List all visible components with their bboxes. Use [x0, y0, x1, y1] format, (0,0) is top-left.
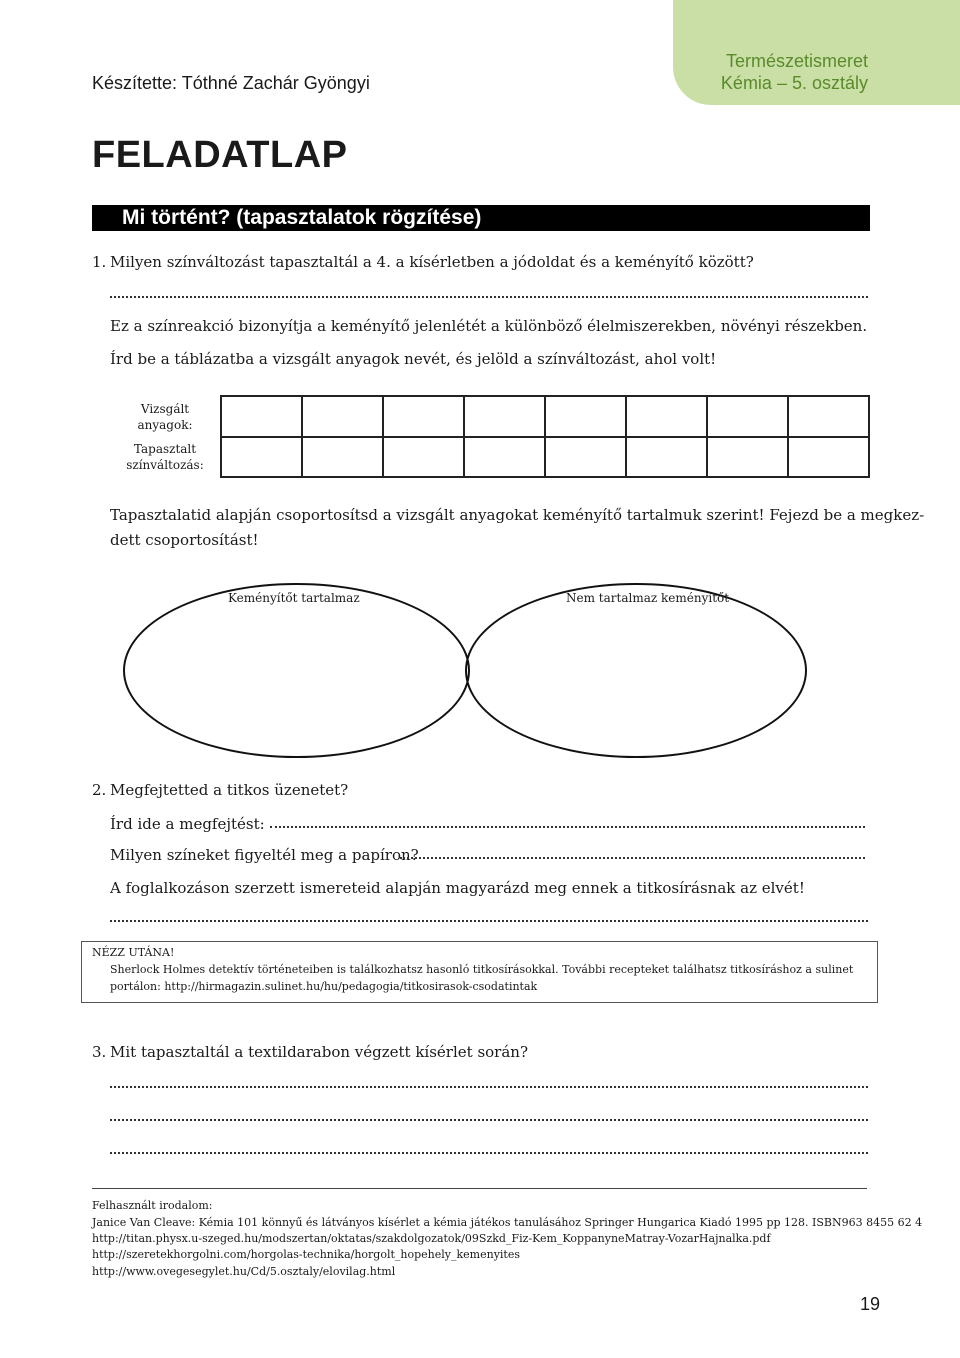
q1-line3: Írd be a táblázatba a vizsgált anyagok nevét, és jelöld a színváltozást, ahol volt!	[110, 350, 717, 368]
q2-colors-line[interactable]	[400, 857, 865, 859]
q3-answer-line-1[interactable]	[110, 1086, 868, 1088]
info-line-1: Sherlock Holmes detektív történeteiben is találkozhatsz hasonló titkosírásokkal. További recepteket találhatsz titkosíráshoz a sulinet	[110, 963, 854, 976]
page-title: FELADATLAP	[92, 134, 348, 176]
q1-answer-line[interactable]	[110, 296, 868, 298]
q3-question: Mit tapasztaltál a textildarabon végzett kísérlet során?	[110, 1043, 528, 1061]
materials-table	[110, 395, 870, 478]
table-cell[interactable]	[302, 396, 383, 437]
subject-line-1: Természetismeret	[725, 51, 868, 71]
reference-item[interactable]: http://szeretekhorgolni.com/horgolas-technika/horgolt_hopehely_kemenyites	[92, 1248, 521, 1261]
q2-answer-line[interactable]	[270, 826, 865, 828]
q2-explain-label: A foglalkozáson szerzett ismereteid alapján magyarázd meg ennek a titkosírásnak az elvét!	[110, 879, 805, 897]
table-label-color-change	[110, 437, 221, 477]
references-heading: Felhasznált irodalom:	[92, 1199, 213, 1212]
info-heading: NÉZZ UTÁNA!	[92, 946, 175, 959]
q3-answer-line-3[interactable]	[110, 1152, 868, 1154]
table-cell[interactable]	[626, 396, 707, 437]
q1-question: Milyen színváltozást tapasztaltál a 4. a kísérletben a jódoldat és a keményítő között?	[110, 253, 754, 271]
q1-number: 1.	[92, 253, 107, 271]
reference-item[interactable]: http://www.ovegesegylet.hu/Cd/5.osztaly/elovilag.html	[92, 1265, 396, 1278]
table-cell[interactable]	[545, 396, 626, 437]
table-cell[interactable]	[707, 437, 788, 477]
table-cell[interactable]	[788, 396, 869, 437]
look-it-up-box	[81, 941, 878, 1003]
subject-line-2: Kémia – 5. osztály	[720, 73, 868, 93]
subject-label	[721, 50, 868, 94]
oval-left-label: Keményítőt tartalmaz	[228, 591, 360, 605]
q2-write-label: Írd ide a megfejtést:	[110, 815, 265, 833]
table-row-materials	[110, 396, 869, 437]
references-divider	[92, 1188, 867, 1189]
table-cell[interactable]	[788, 437, 869, 477]
info-line-2: portálon: http://hirmagazin.sulinet.hu/hu/pedagogia/titkosirasok-csodatintak	[110, 980, 538, 993]
q2-question: Megfejtetted a titkos üzenetet?	[110, 781, 349, 799]
table-cell[interactable]	[464, 437, 545, 477]
table-row-color-change	[110, 437, 869, 477]
table-cell[interactable]	[383, 396, 464, 437]
q2-number: 2.	[92, 781, 107, 799]
q1-line2: Ez a színreakció bizonyítja a keményítő jelenlétét a különböző élelmiszerekben, növényi részekben.	[110, 317, 868, 335]
oval-no-starch[interactable]	[465, 583, 807, 758]
table-label-materials-a: Vizsgált	[140, 401, 190, 416]
q1-group-text-b: dett csoportosítást!	[110, 531, 259, 549]
table-label-materials-b: anyagok:	[137, 417, 193, 432]
author-line: Készítette: Tóthné Zachár Gyöngyi	[92, 73, 370, 93]
q2-colors-label: Milyen színeket figyeltél meg a papíron?	[110, 846, 419, 864]
reference-item: Janice Van Cleave: Kémia 101 könnyű és látványos kísérlet a kémia játékos tanulásához Springer Hungarica Kiadó 1995 pp 128. ISBN963 8455 62 4	[92, 1216, 923, 1229]
table-cell[interactable]	[545, 437, 626, 477]
q3-number: 3.	[92, 1043, 107, 1061]
page-number: 19	[860, 1294, 881, 1314]
table-cell[interactable]	[464, 396, 545, 437]
table-cell[interactable]	[383, 437, 464, 477]
q3-answer-line-2[interactable]	[110, 1119, 868, 1121]
table-cell[interactable]	[707, 396, 788, 437]
q2-explain-line[interactable]	[110, 920, 868, 922]
table-label-color-b: színváltozás:	[126, 458, 204, 472]
table-label-color-a: Tapasztalt	[133, 442, 197, 456]
table-cell[interactable]	[221, 437, 302, 477]
table-cell[interactable]	[221, 396, 302, 437]
oval-right-label: Nem tartalmaz keményítőt	[566, 591, 730, 605]
q1-group-text-a: Tapasztalatid alapján csoportosítsd a vizsgált anyagokat keményítő tartalmuk szerint! Fejezd be a megkez-	[110, 506, 925, 524]
table-cell[interactable]	[302, 437, 383, 477]
table-label-materials	[110, 396, 221, 437]
table-cell[interactable]	[626, 437, 707, 477]
section-heading: Mi történt? (tapasztalatok rögzítése)	[92, 205, 870, 231]
oval-contains-starch[interactable]	[123, 583, 470, 758]
reference-item[interactable]: http://titan.physx.u-szeged.hu/modszertan/oktatas/szakdolgozatok/09Szkd_Fiz-Kem_KoppanyneMatray-VozarHajnalka.pdf	[92, 1232, 771, 1245]
